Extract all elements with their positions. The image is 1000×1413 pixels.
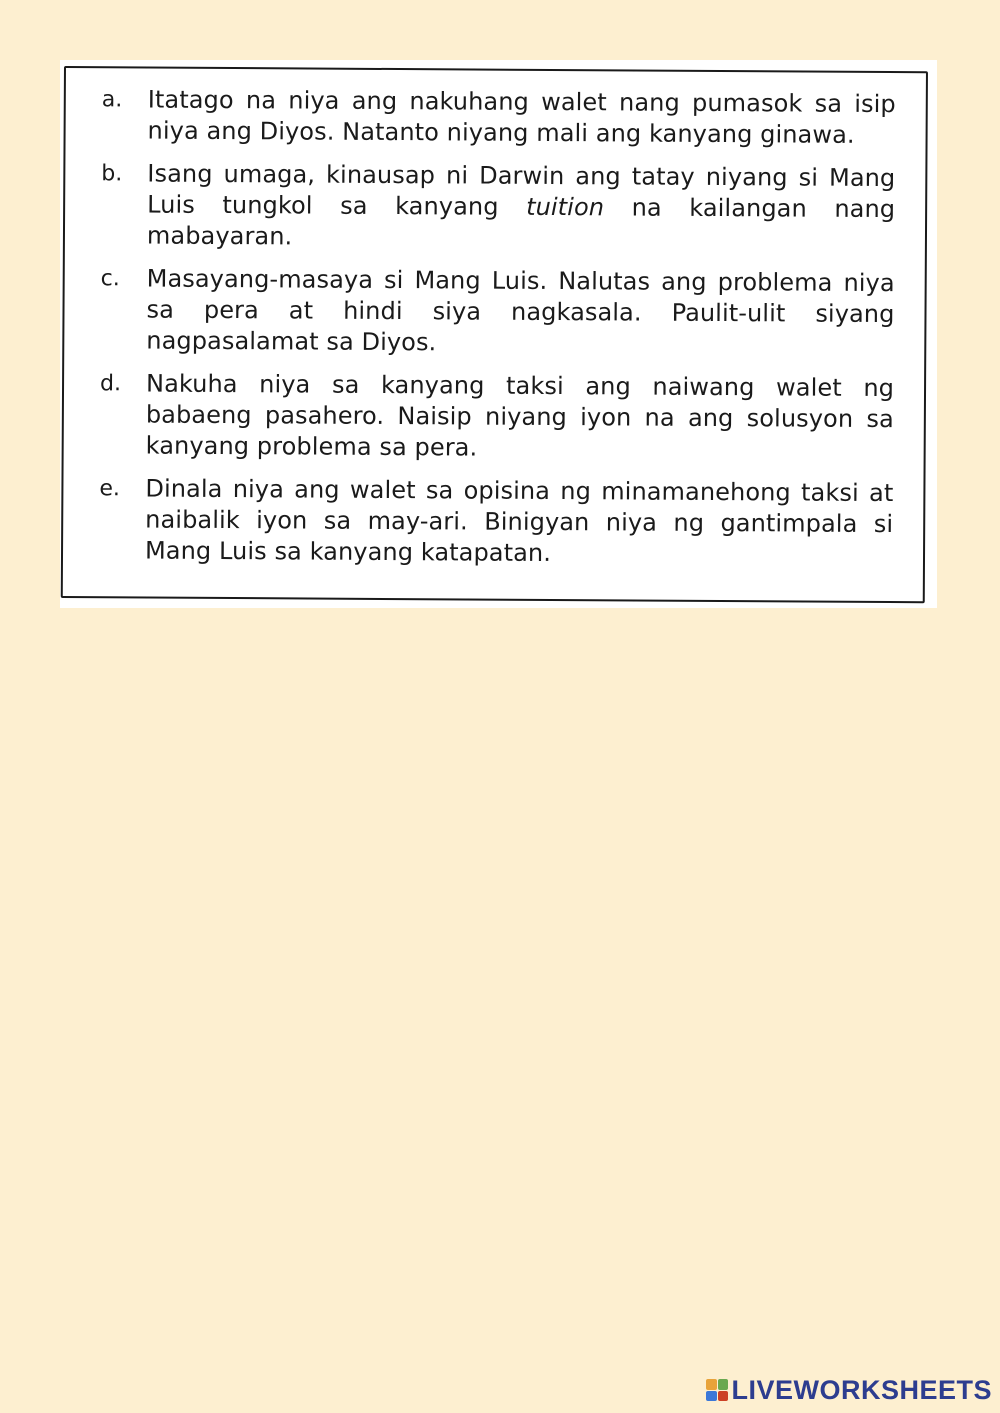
item-letter: a. [101,87,123,113]
item-letter: c. [100,266,120,292]
list-item [100,368,895,466]
scanned-worksheet [60,60,937,608]
item-letter: d. [99,371,122,397]
list-item [102,84,896,151]
list-item [101,158,896,256]
item-letter: b. [101,161,123,187]
list-item [100,263,895,361]
icon-tile [706,1379,717,1390]
item-text: Dinala niya ang walet sa opisina ng minamanehong taksi at naibalik iyon sa may-ari. Binigyan niya ng gantimpala si Mang Luis sa kanyang katapatan. [144,474,894,567]
icon-tile [718,1391,729,1402]
item-text-part: Isang umaga, kinausap ni Darwin ang tatay niyang si Mang Luis tungkol sa kanyang [147,159,896,221]
liveworksheets-icon [706,1379,728,1401]
item-text: Masayang-masaya si Mang Luis. Nalutas ang problema niya sa pera at hindi siya nagkasala. Paulit-ulit siyang nagpasalamat sa Diyos. [146,264,895,357]
item-text: Itatago na niya ang nakuhang walet nang pumasok sa isip niya ang Diyos. Natanto niyang mali ang kanyang ginawa. [147,85,896,149]
logo-text: LIVEWORKSHEETS [731,1374,992,1405]
list-item [99,473,894,571]
item-letter: e. [99,476,121,502]
liveworksheets-logo [706,1375,992,1405]
item-text: Nakuha niya sa kanyang taksi ang naiwang walet ng babaeng pasahero. Naisip niyang iyon na ang solusyon sa kanyang problema sa pera. [145,369,895,462]
icon-tile [706,1391,717,1402]
icon-tile [718,1379,729,1390]
story-sequence-box [61,66,928,603]
item-text-part: na kailangan nang mabayaran. [146,193,896,251]
item-text [147,159,896,257]
item-text-italic: tuition [526,192,605,222]
